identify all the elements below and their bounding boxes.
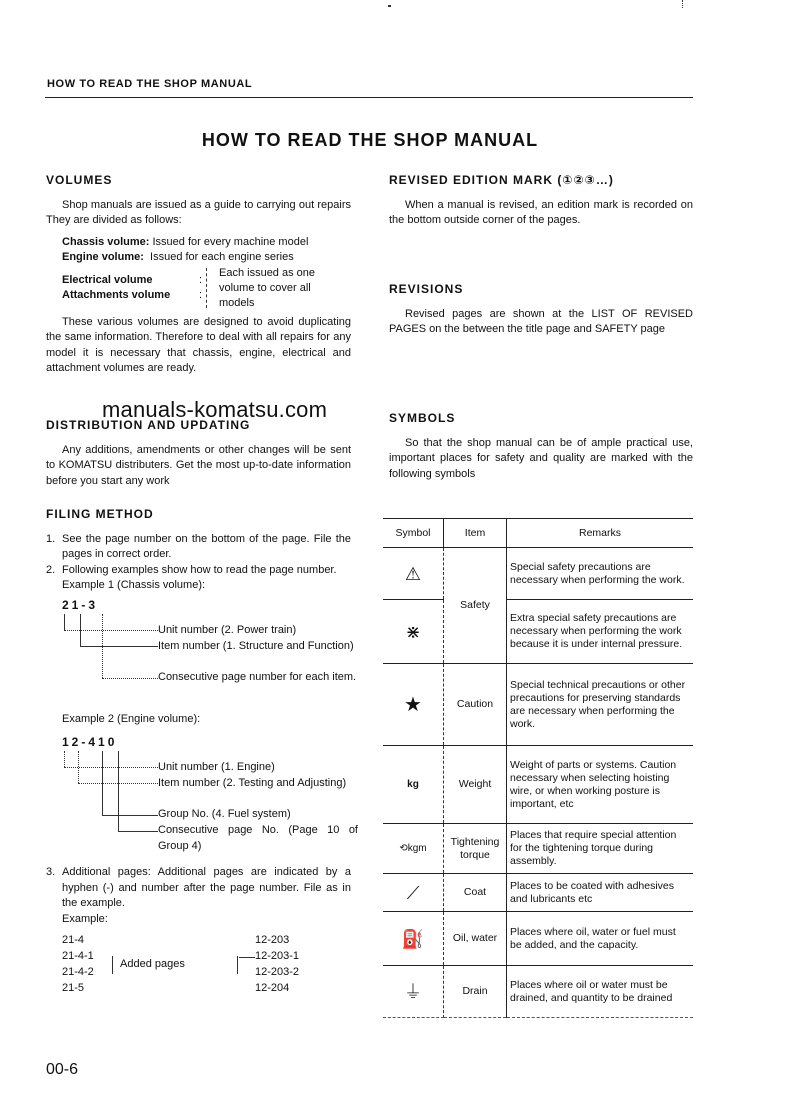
column-header: Remarks [507,519,694,548]
item-cell: Oil, water [444,912,507,966]
volumes-section [46,173,351,377]
paragraph: Revised pages are shown at the LIST OF REVISED PAGES on the between the title page and SAFETY page [389,307,693,335]
section-heading: REVISIONS [389,282,464,296]
drain-pan-icon: ⏚ [404,981,422,1002]
list-item: 1. See the page number on the bottom of the page. File the pages in correct order. [46,532,351,560]
volume-name: Attachments volume [62,289,171,301]
table-row [383,966,693,1018]
item-cell: Drain [444,966,507,1018]
section-heading: DISTRIBUTION AND UPDATING [46,418,251,432]
volume-item [62,250,351,266]
header-rule [45,97,693,98]
page-title: HOW TO READ THE SHOP MANUAL [201,130,539,150]
volume-desc: Each issued as one volume to cover all models [219,266,316,309]
paragraph: Any additions, amendments or other changes will be sent to KOMATSU distributers. Get the most up-to-date information before you start any work [46,443,351,487]
example-label: Example 1 (Chassis volume): [62,579,206,591]
volume-name: Engine volume: [62,251,144,263]
running-head: HOW TO READ THE SHOP MANUAL [47,78,253,90]
table-row [383,746,693,824]
torque-wrench-icon: ⟲kgm [399,842,427,854]
scan-mark [388,5,391,7]
warning-triangle-icon: ⚠ [404,563,422,584]
diagram-label: Consecutive page No. (Page 10 of Group 4) [158,824,358,852]
volume-item [62,235,351,251]
diagram-label: Group No. (4. Fuel system) [158,808,291,820]
example-page-number: 12-410 [62,735,118,749]
page-number: 00-6 [46,1061,79,1078]
item-cell: Tightening torque [444,824,507,874]
item-cell: Coat [444,874,507,912]
symbols-table [383,518,693,1018]
volume-desc: Issued for every machine model [152,235,309,248]
remarks-cell: Places to be coated with adhesives and lubricants etc [507,874,694,912]
section-heading: SYMBOLS [389,411,456,425]
watermark: manuals-komatsu.com [102,397,328,422]
section-heading: REVISED EDITION MARK (①②③…) [389,173,614,187]
example-label: Example: [62,912,108,925]
diagram-label: Consecutive page number for each item. [158,670,357,683]
remarks-cell: Places where oil or water must be drained, and quantity to be drained [507,966,694,1018]
brace [206,268,209,308]
star-icon: ★ [404,693,422,716]
diagram-label: Item number (2. Testing and Adjusting) [158,777,347,789]
table-row [383,548,693,600]
remarks-cell: Special safety precautions are necessary when performing the work. [507,548,694,600]
page-number-diagram-1 [62,597,357,688]
pressure-burst-icon: ⋇ [405,621,421,642]
example-page-number: 21-3 [62,597,99,612]
table-row [383,824,693,874]
paragraph: When a manual is revised, an edition mark is recorded on the bottom outside corner of the pages. [389,198,693,226]
filing-section [46,507,358,999]
added-pages-label: Added pages [120,958,185,970]
diagram-label: Unit number (1. Engine) [158,761,275,773]
remarks-cell: Places where oil, water or fuel must be added, and the capacity. [507,912,694,966]
table-row [383,600,693,664]
item-cell: Safety [444,548,507,664]
volume-desc: Issued for each engine series [150,251,294,263]
weight-kg-icon: kg [407,778,419,790]
paragraph: So that the shop manual can be of ample practical use, important places for safety and quality are marked with the following symbols [389,436,693,480]
diagram-label: Unit number (2. Power train) [158,623,297,636]
remarks-cell: Weight of parts or systems. Caution necessary when selecting hoisting wire, or when working posture is important, etc [507,746,694,824]
section-heading: VOLUMES [46,173,113,187]
list-item: 2. Following examples show how to read the page number. Example 1 (Chassis volume): 21-3 Unit number (2. Power train) Item number (1. Structure and Function) Consecutive page number for each item. Example 2 (Engine volume): 12-410 Unit number (1. Engine) Item number (2. Testing and Adjusting) Group No. (4. Fuel system) Consecutive page No. (Page 10 of Group 4) [46,563,351,856]
added-pages-example: 21-4 21-4-1 21-4-2 21-5 Added pages 12-203 12-203-1 12-203-2 12-204 [62,934,300,994]
example-label: Example 2 (Engine volume): [62,712,201,725]
table-header-row [383,519,693,548]
table-row [383,874,693,912]
volume-group: Electrical volume : Attachments volume : Each issued as one volume to cover all models [62,266,351,311]
item-cell: Weight [444,746,507,824]
column-header: Item [444,519,507,548]
section-heading: FILING METHOD [46,507,154,521]
table-row [383,912,693,966]
paragraph: These various volumes are designed to avoid duplicating the same information. Therefore to deal with all repairs for any model it is necessary that chassis, engine, electrical and attachment volumes are ready. [46,315,351,374]
remarks-cell: Special technical precautions or other precautions for preserving standards are necessary when performing the work. [507,664,694,746]
page-number-diagram-2 [62,735,358,855]
column-header: Symbol [383,519,444,548]
list-item: 3. Additional pages: Additional pages are indicated by a hyphen (-) and number after the page number. File as in the example. Example: 21-4 21-4-1 21-4-2 21-5 Added pages 12-203 12-203-1 12-203-2 12-204 [46,865,351,999]
diagram-label: Item number (1. Structure and Function) [158,639,354,652]
revisions-section [389,282,693,338]
coat-brush-icon: ⟋ [406,882,420,903]
paragraph: Shop manuals are issued as a guide to carrying out repairs They are divided as follows: [46,198,351,226]
item-cell: Caution [444,664,507,746]
remarks-cell: Extra special safety precautions are necessary when performing the work because it is under internal pressure. [507,600,694,664]
distribution-section [46,418,351,489]
symbols-section [389,411,693,482]
volume-name: Chassis volume: [62,235,150,248]
remarks-cell: Places that require special attention for the tightening torque during assembly. [507,824,694,874]
table-row [383,664,693,746]
volume-name: Electrical volume [62,273,153,286]
revised-edition-section [389,173,693,229]
scan-mark [682,0,683,8]
oil-can-icon: ⛽ [401,928,425,949]
